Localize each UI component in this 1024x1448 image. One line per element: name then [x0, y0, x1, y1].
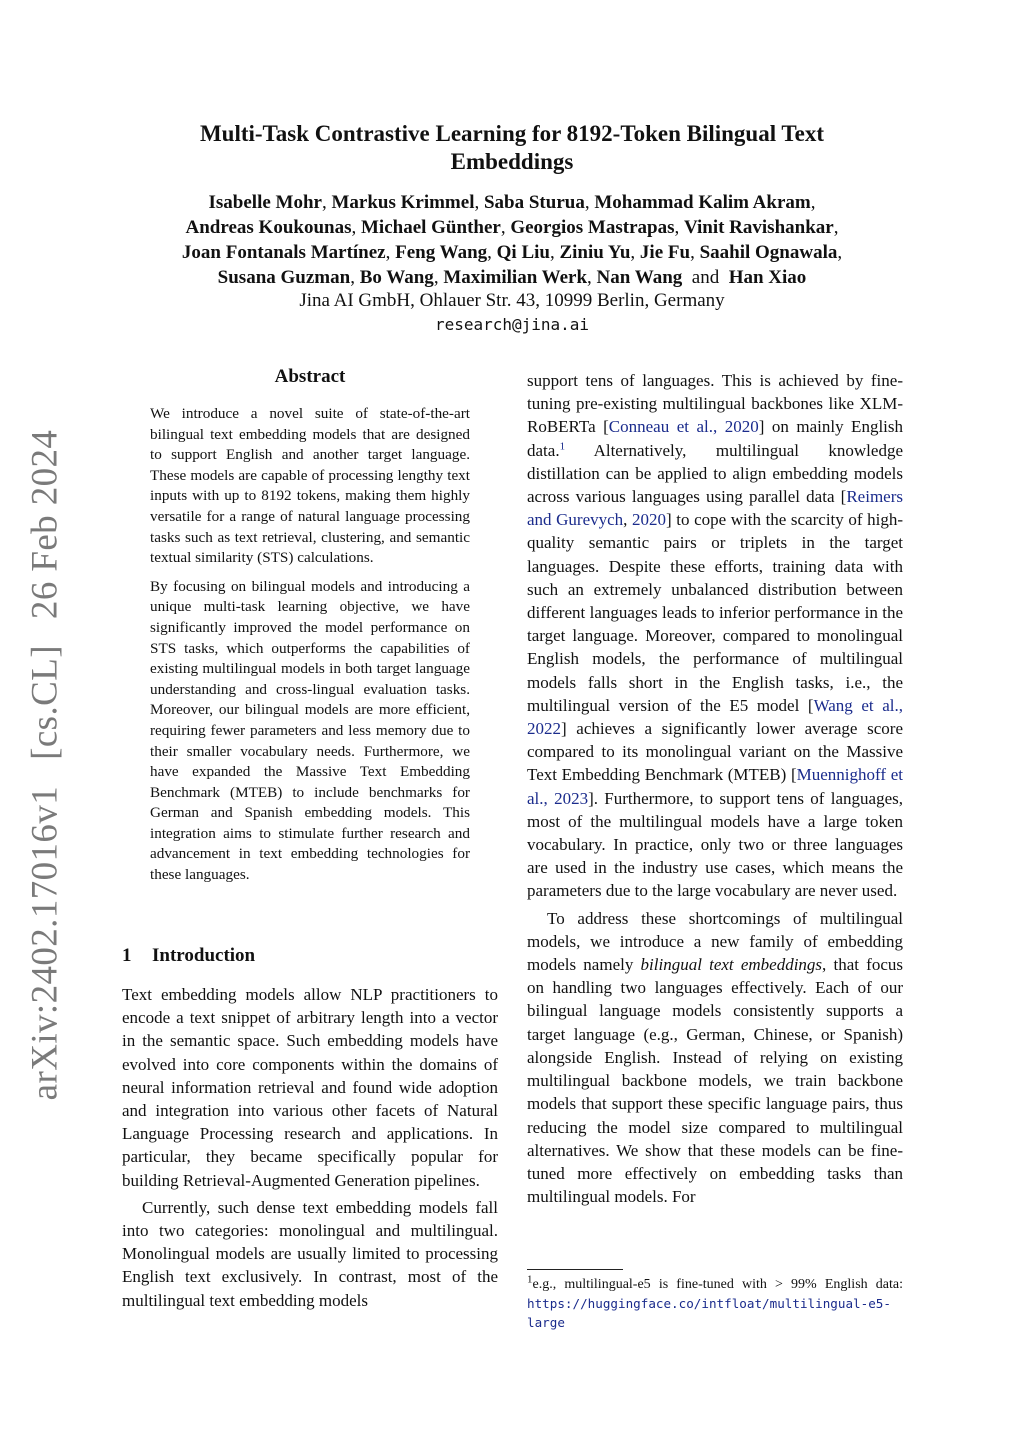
emphasis: bilingual text embeddings: [640, 955, 823, 975]
arxiv-id[interactable]: arXiv:2402.17016v1: [24, 785, 66, 1101]
author: Markus Krimmel: [331, 192, 475, 213]
contact-email[interactable]: research@jina.ai: [434, 315, 590, 334]
right-column-body: [527, 369, 903, 1212]
body-paragraph: Text embedding models allow NLP practitioners to encode a text snippet of arbitrary length into a vector in the semantic space. Such embedding models have evolved into core components within the domains of neural information retrieval and found wide adoption and integration into various other facets of Natural Language Processing research and applications. In particular, they became specifically popular for building Retrieval-Augmented Generation pipelines.: [122, 985, 498, 1190]
abstract-body: [150, 404, 470, 894]
intro-body: [122, 983, 498, 1316]
footnote-marker[interactable]: 1: [559, 439, 566, 452]
affiliation: Jina AI GmbH, Ohlauer Str. 43, 10999 Berlin, Germany: [299, 290, 725, 311]
abstract-paragraph: We introduce a novel suite of state-of-the-art bilingual text embedding models that are designed to support English and another target language. These models are capable of processing lengthy text inputs with up to 8192 tokens, making them highly versatile for a range of natural language processing tasks such as text retrieval, clustering, and semantic textual similarity (STS) calculations.: [150, 405, 470, 567]
author-list: Isabelle Mohr, Markus Krimmel, Saba Sturua, Mohammad Kalim Akram, Andreas Koukounas, Michael Günther, Georgios Mastrapas, Vinit Ravishankar, Joan Fontanals Martínez, Feng Wang, Qi Liu, Ziniu Yu, Jie Fu, Saahil Ognawala, Susana Guzman, Bo Wang, Maximilian Werk, Nan Wang and Han Xiao: [181, 192, 843, 288]
author: Bo Wang: [359, 267, 434, 288]
author: Joan Fontanals Martínez: [181, 242, 386, 263]
footnote-number: 1: [527, 1273, 533, 1286]
author: Georgios Mastrapas: [510, 217, 675, 238]
footnote-text: e.g., multilingual-e5 is fine-tuned with > 99% English data:: [532, 1277, 903, 1292]
arxiv-stamp: [24, 404, 67, 1101]
abstract-heading: Abstract: [274, 366, 346, 387]
authors-and: and: [691, 267, 720, 288]
footnote-url-link[interactable]: https://huggingface.co/intfloat/multilingual-e5-large: [527, 1295, 891, 1330]
author: Feng Wang: [395, 242, 488, 263]
author: Andreas Koukounas: [185, 217, 352, 238]
author: Mohammad Kalim Akram: [594, 192, 811, 213]
citation-link[interactable]: Muennighoff et al., 2023: [527, 765, 903, 808]
author: Jie Fu: [639, 242, 691, 263]
citation-link[interactable]: Conneau et al., 2020: [608, 417, 759, 437]
author: Qi Liu: [496, 242, 550, 263]
arxiv-date: 26 Feb 2024: [24, 429, 66, 620]
abstract-paragraph: By focusing on bilingual models and introducing a unique multi-task learning objective, we have significantly improved the model performance on STS tasks, which outperforms the capabilities of existing multilingual models in both target language understanding and cross-lingual evaluation tasks. Moreover, our bilingual models are more efficient, requiring fewer parameters and less memory due to their smaller vocabulary needs. Furthermore, we have expanded the Massive Text Embedding Benchmark (MTEB) to include benchmarks for German and Spanish embedding models. This integration aims to stimulate further research and advancement in text embedding technologies for these languages.: [150, 577, 470, 884]
author: Vinit Ravishankar: [683, 217, 834, 238]
paper-title: Multi-Task Contrastive Learning for 8192-Token Bilingual Text Embeddings: [199, 121, 825, 174]
author: Saba Sturua: [483, 192, 585, 213]
section-number: 1: [122, 945, 132, 966]
citation-link[interactable]: 2020: [632, 510, 667, 530]
author: Isabelle Mohr: [208, 192, 322, 213]
author: Nan Wang: [596, 267, 683, 288]
author: Michael Günther: [360, 217, 501, 238]
body-paragraph: To address these shortcomings of multilingual models, we introduce a new family of embedding models namely bilingual text embeddings, that focus on handling two languages effectively. Each of our bilingual language models consistently supports a target language (e.g., German, Chinese, or Spanish) alongside English. Instead of relying on existing multilingual backbone models, we train backbone models that support these specific language pairs, thus reducing the model size compared to multilingual alternatives. We show that these models can be fine-tuned more effectively on embedding tasks than multilingual models. For: [527, 908, 903, 1207]
author: Saahil Ognawala: [699, 242, 838, 263]
footnote: [527, 1273, 903, 1334]
citation-link[interactable]: Wang et al., 2022: [527, 695, 903, 739]
author: Maximilian Werk: [443, 267, 588, 288]
footnote-divider: [527, 1269, 623, 1270]
author: Ziniu Yu: [559, 242, 631, 263]
section-title: Introduction: [152, 945, 256, 966]
arxiv-category: [cs.CL]: [24, 645, 66, 760]
section-heading: [122, 945, 502, 967]
body-paragraph: Currently, such dense text embedding models fall into two categories: monolingual and multilingual. Monolingual models are usually limited to processing English text exclusively. In contrast, most of the multilingual text embedding models: [122, 1197, 498, 1310]
citation-link[interactable]: Reimers and Gurevych: [527, 487, 903, 530]
body-paragraph: support tens of languages. This is achieved by fine-tuning pre-existing multilingual backbones like XLM-RoBERTa [Conneau et al., 2020] on mainly English data.$^1$ Alternatively, multilingual knowledge distillation can be applied to align embedding models across various languages using parallel data [Reimers and Gurevych, 2020] to cope with the scarcity of high-quality semantic pairs or triplets in the target languages. Despite these efforts, training data with such an extremely unbalanced distribution between different languages leads to inferior performance in the target language. Moreover, compared to monolingual English models, the performance of multilingual models falls short in the English tasks, i.e., the multilingual version of the E5 model [Wang et al., 2022] achieves a significantly lower average score compared to its monolingual variant on the Massive Text Embedding Benchmark (MTEB) [Muennighoff et al., 2023]. Furthermore, to support tens of languages, most of the multilingual models have a large token vocabulary. In practice, only two or three languages are used in the industry use cases, which means the parameters due to the large vocabulary are never used.: [527, 371, 904, 901]
author: Susana Guzman: [217, 267, 351, 288]
author: Han Xiao: [728, 267, 807, 288]
